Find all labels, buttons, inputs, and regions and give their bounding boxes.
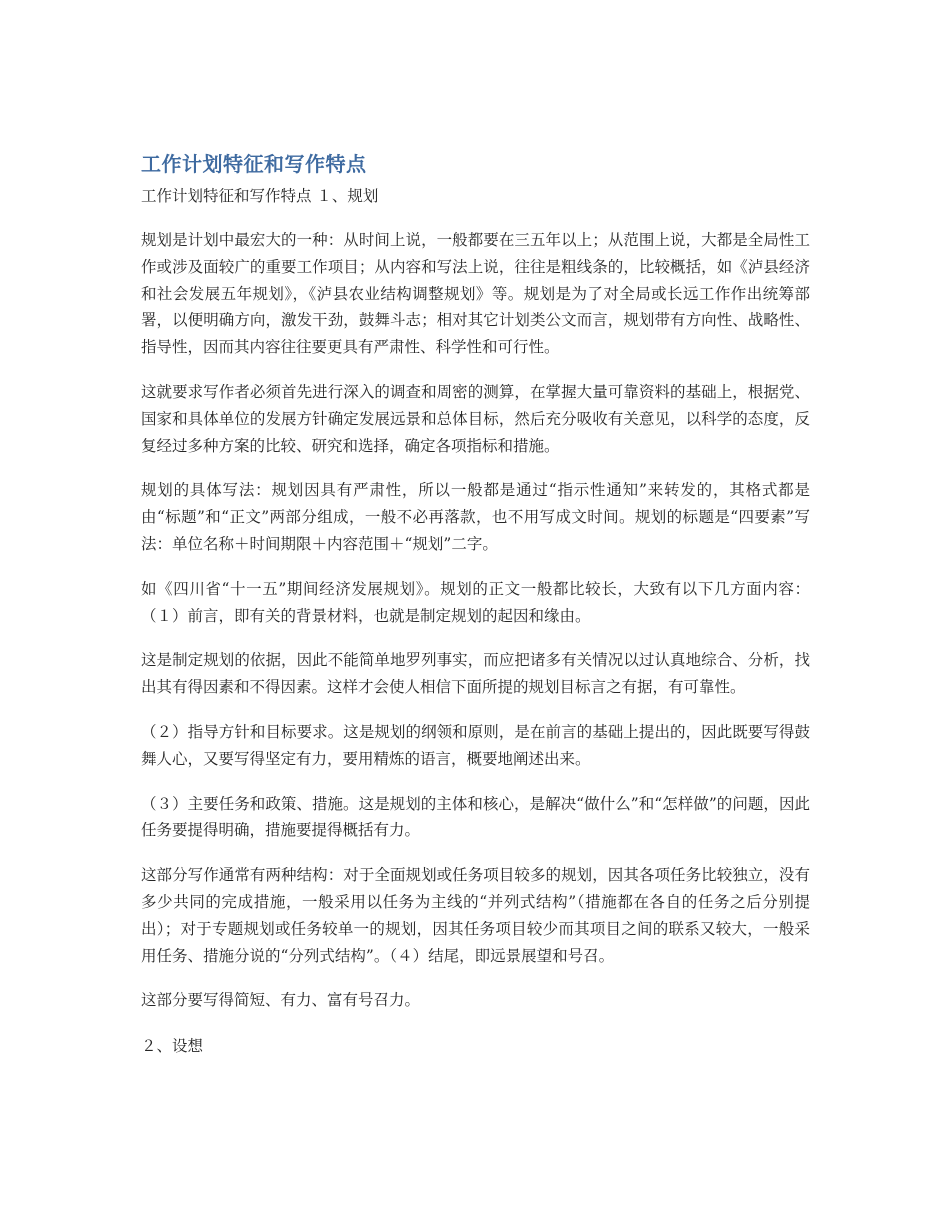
paragraph-writing-method: 规划的具体写法：规划因具有严肃性，所以一般都是通过“指示性通知”来转发的，其格式都是由“标题”和“正文”两部分组成，一般不必再落款，也不用写成文时间。规划的标题是“四要素”写法：单位名称＋时间期限＋内容范围＋“规划”二字。	[141, 481, 810, 553]
paragraph-basis: 这是制定规划的依据，因此不能简单地罗列事实，而应把诸多有关情况以过认真地综合、分析，找出其有得因素和不得因素。这样才会使人相信下面所提的规划目标言之有据，有可靠性。	[141, 651, 810, 697]
document-title: 工作计划特征和写作特点	[141, 152, 367, 176]
paragraph-structure: 这部分写作通常有两种结构：对于全面规划或任务项目较多的规划，因其各项任务比较独立，没有多少共同的完成措施，一般采用以任务为主线的“并列式结构”（措施都在各自的任务之后分别提出）；对于专题规划或任务较单一的规划，因其任务项目较少而其项目之间的联系又较大，一般采用任务、措施分说的“分列式结构”。（４）结尾，即远景展望和号召。	[141, 866, 810, 965]
document-subtitle: 工作计划特征和写作特点 １、规划	[141, 187, 379, 205]
paragraph-main-tasks: （３）主要任务和政策、措施。这是规划的主体和核心，是解决“做什么”和“怎样做”的问题，因此任务要提得明确，措施要提得概括有力。	[141, 794, 810, 840]
paragraph-planning-definition: 规划是计划中最宏大的一种：从时间上说，一般都要在三五年以上；从范围上说，大都是全局性工作或涉及面较广的重要工作项目；从内容和写法上说，往往是粗线条的，比较概括，如《泸县经济和社会发展五年规划》，《泸县农业结构调整规划》等。规划是为了对全局或长远工作作出统筹部署，以便明确方向，激发干劲，鼓舞斗志；相对其它计划类公文而言，规划带有方向性、战略性、指导性，因而其内容往往要更具有严肃性、科学性和可行性。	[141, 231, 810, 357]
section-heading-ideas: ２、设想	[141, 1037, 204, 1056]
paragraph-conclusion: 这部分要写得简短、有力、富有号召力。	[141, 991, 421, 1010]
paragraph-research-requirement: 这就要求写作者必须首先进行深入的调查和周密的测算，在掌握大量可靠资料的基础上，根据党、国家和具体单位的发展方针确定发展远景和总体目标，然后充分吸收有关意见，以科学的态度，反复经过多种方案的比较、研究和选择，确定各项指标和措施。	[141, 382, 810, 455]
paragraph-title-example: 如《四川省“十一五”期间经济发展规划》。规划的正文一般都比较长，大致有以下几方面内容：（１）前言，即有关的背景材料，也就是制定规划的起因和缘由。	[141, 579, 810, 625]
paragraph-guiding-principles: （２）指导方针和目标要求。这是规划的纲领和原则，是在前言的基础上提出的，因此既要写得鼓舞人心，又要写得坚定有力，要用精炼的语言，概要地阐述出来。	[141, 722, 810, 768]
